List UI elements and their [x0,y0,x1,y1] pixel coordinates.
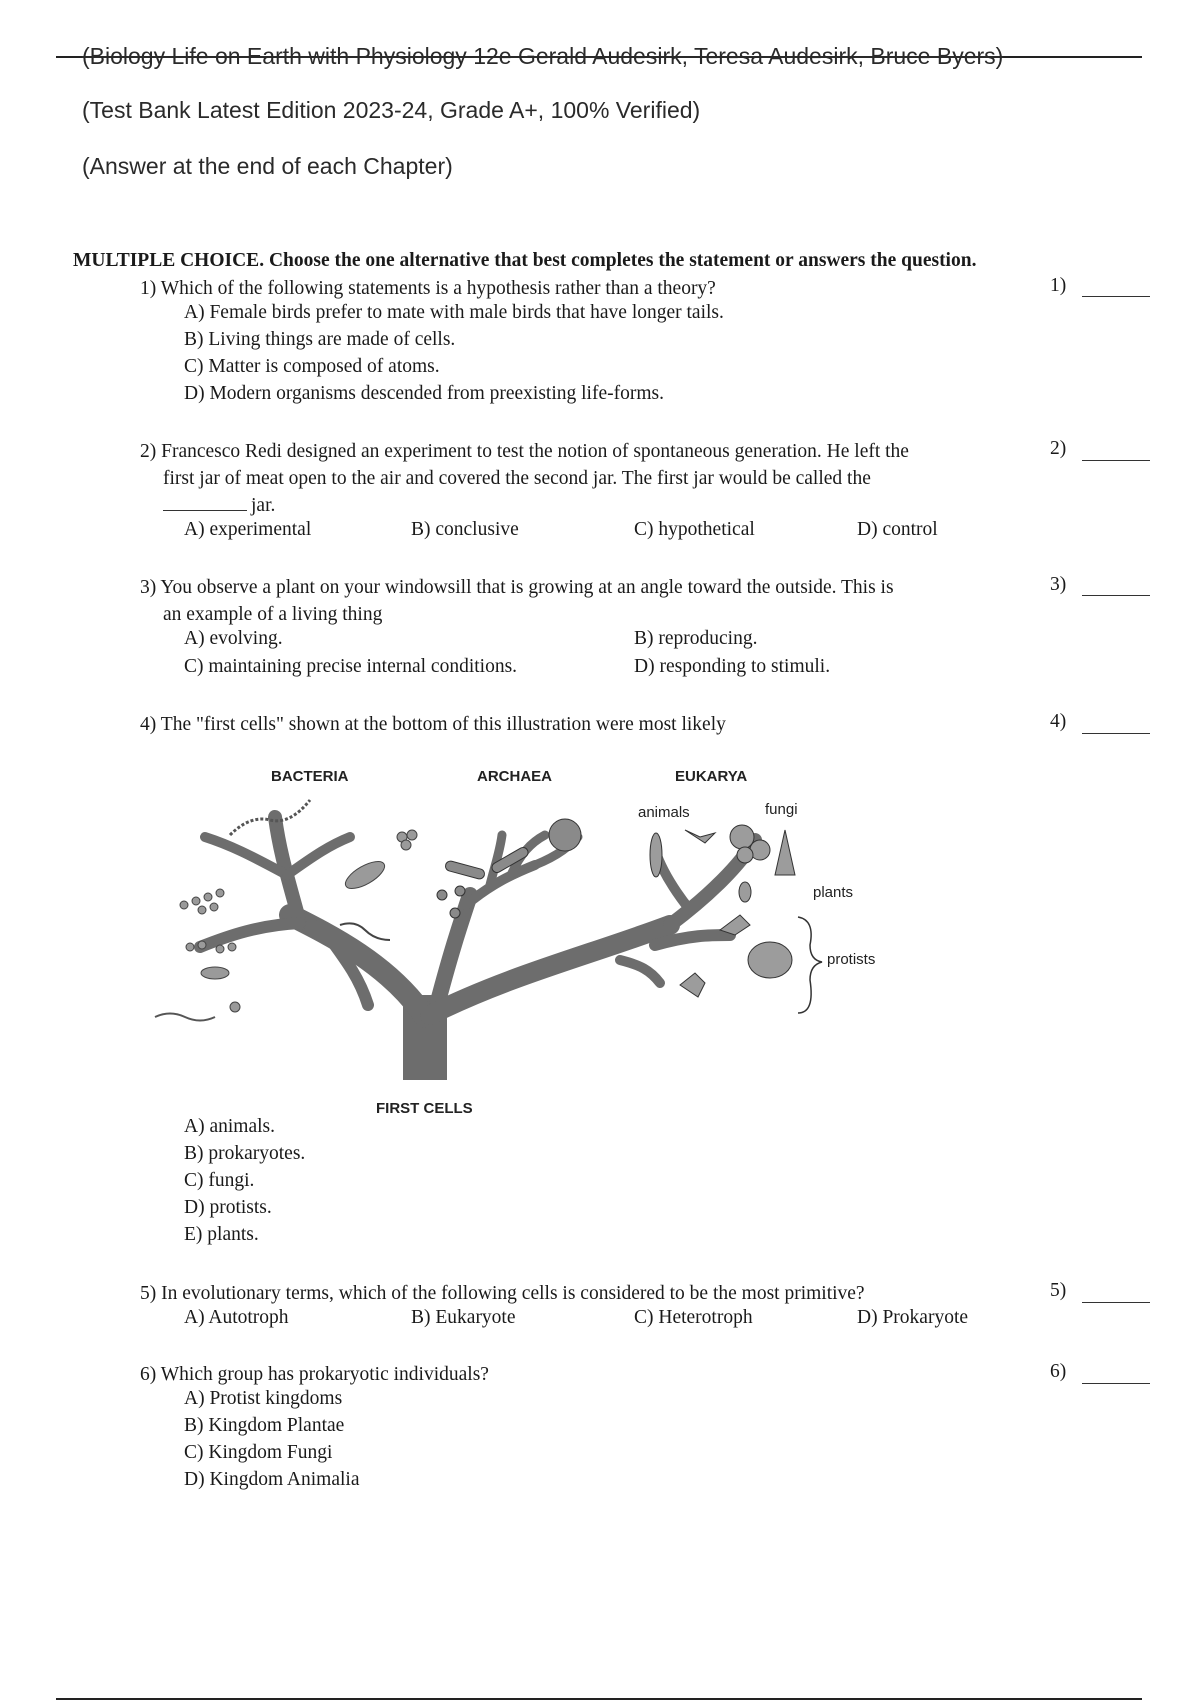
q1-option-a: A) Female birds prefer to mate with male birds that have longer tails. [184,302,724,323]
edition-note: (Test Bank Latest Edition 2023-24, Grade A+, 100% Verified) [82,97,701,123]
q6-option-b: B) Kingdom Plantae [184,1415,345,1436]
q5-option-b: B) Eukaryote [411,1307,516,1328]
question-3-stem-line2: an example of a living thing [163,604,383,625]
answer-blank-3[interactable] [1082,595,1150,596]
q1-option-d: D) Modern organisms descended from preexisting life-forms. [184,383,664,404]
q2-option-b: B) conclusive [411,519,519,540]
tree-branches [200,817,755,1080]
question-2-stem-line3: jar. [163,492,275,519]
answer-blank-5[interactable] [1082,1302,1150,1303]
q5-option-c: C) Heterotroph [634,1307,753,1328]
question-1-stem: 1) Which of the following statements is a hypothesis rather than a theory? [140,278,716,299]
question-4-number: 4) [1050,711,1067,732]
question-6-stem: 6) Which group has prokaryotic individuals? [140,1364,489,1385]
q4-option-a: A) animals. [184,1116,275,1137]
answer-blank-1[interactable] [1082,296,1150,297]
q6-option-d: D) Kingdom Animalia [184,1469,360,1490]
answer-blank-6[interactable] [1082,1383,1150,1384]
q6-option-a: A) Protist kingdoms [184,1388,343,1409]
q5-option-a: A) Autotroph [184,1307,289,1328]
protists-bracket [798,917,822,1013]
q3-option-c: C) maintaining precise internal conditions. [184,656,518,677]
answer-note: (Answer at the end of each Chapter) [82,153,453,179]
label-archaea: ARCHAEA [477,768,552,785]
q3-option-b: B) reproducing. [634,628,758,649]
question-2-number: 2) [1050,438,1067,459]
question-5-stem: 5) In evolutionary terms, which of the following cells is considered to be the most primitive? [140,1283,865,1304]
q4-option-e: E) plants. [184,1224,259,1245]
question-1-number: 1) [1050,275,1067,296]
question-2-stem-line2: first jar of meat open to the air and covered the second jar. The first jar would be called the [163,468,871,489]
answer-blank-4[interactable] [1082,733,1150,734]
question-2-stem: 2) Francesco Redi designed an experiment to test the notion of spontaneous generation. He left the [140,441,909,462]
question-3-stem: 3) You observe a plant on your windowsill that is growing at an angle toward the outside. This is [140,577,894,598]
answer-blank-2[interactable] [1082,460,1150,461]
q3-option-d: D) responding to stimuli. [634,656,831,677]
question-3-number: 3) [1050,574,1067,595]
tree-of-life-figure [150,755,910,1125]
q4-option-c: C) fungi. [184,1170,255,1191]
q5-option-d: D) Prokaryote [857,1307,969,1328]
label-bacteria: BACTERIA [271,768,349,785]
q4-option-d: D) protists. [184,1197,272,1218]
q2-option-d: D) control [857,519,938,540]
instructions: MULTIPLE CHOICE. Choose the one alternative that best completes the statement or answers the question. [73,250,977,271]
question-6-number: 6) [1050,1361,1067,1382]
inline-blank [163,510,247,511]
label-animals: animals [638,804,690,821]
question-5-number: 5) [1050,1280,1067,1301]
q4-option-b: B) prokaryotes. [184,1143,306,1164]
q6-option-c: C) Kingdom Fungi [184,1442,333,1463]
label-eukarya: EUKARYA [675,768,748,785]
label-first-cells: FIRST CELLS [376,1100,473,1117]
q1-option-b: B) Living things are made of cells. [184,329,456,350]
book-title: (Biology Life on Earth with Physiology 12e Gerald Audesirk, Teresa Audesirk, Bruce Byers) [82,43,1004,69]
eukarya-organisms [650,825,795,997]
label-plants: plants [813,884,854,901]
q3-option-a: A) evolving. [184,628,283,649]
q2-option-c: C) hypothetical [634,519,755,540]
label-fungi: fungi [765,801,798,818]
q2-option-a: A) experimental [184,519,312,540]
question-4-stem: 4) The "first cells" shown at the bottom of this illustration were most likely [140,714,726,735]
label-protists: protists [827,951,876,968]
q1-option-c: C) Matter is composed of atoms. [184,356,440,377]
